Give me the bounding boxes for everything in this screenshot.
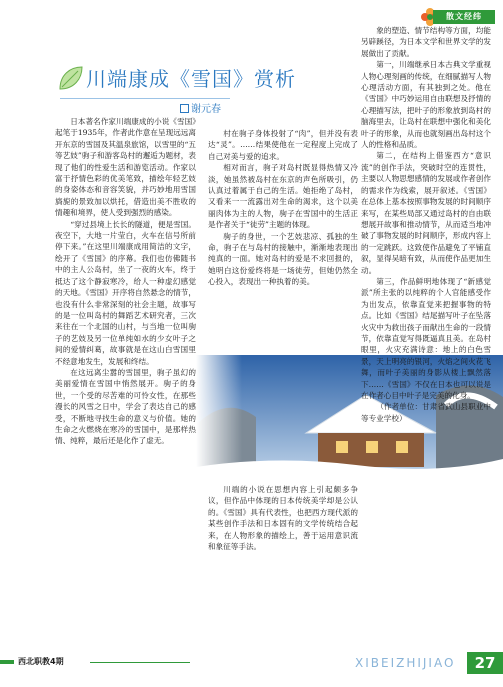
paragraph: 在这远离尘嚣的雪国里，驹子虽幻的美丽爱情在雪国中悄然展开。驹子的身世，一个受的尽苦难的可怜女性，在那些漫长的风雪之日中，学会了表达自己的感受，不断地寻找生命的意义与价值。她的生命之火燃烧在寒冷的雪国中，是那样热情、纯粹，最后还是化作了虚无。: [55, 367, 196, 446]
article-author: [180, 100, 221, 115]
paragraph: 驹子的身世，一个艺妓悲凉、孤独的生命，驹子在与岛村的接触中，渐渐地表现出纯真的一面。她对岛村的爱是不求回报的，她明白这份爱终将是一场徒劳，但她仍然全心投入，表现出一种执着的美。: [208, 231, 358, 287]
author-affiliation: （作者单位：甘肃省武山县职业中等专业学校）: [361, 402, 491, 423]
column-badge-label: 散文经纬: [433, 10, 495, 24]
paragraph: 相对而言，驹子对岛村既显得热情又冷淡，她虽然被岛村在东京的声色所吸引，仍认真过着属于自己的生活。她拒绝了岛村，又看来一一流露出对生命的渴求，这个以美丽肉体为主的人物，驹子在雪国中的生活正是作者关于“徒劳”主题的体现。: [208, 163, 358, 230]
paragraph: 日本著名作家川端康成的小说《雪国》起笔于1935年，作者此作意在呈现远远离开东京的雪国及其温泉旅馆，以雪里的“五等艺妓”驹子和游客岛村的邂逅为题材，表现了他们的性爱生活和游览活动。作家以富于抒情色彩的优美笔致，描绘年轻艺妓的身姿体态和音容笑貌，并巧妙地用雪国旖旎的景致加以烘托，借造出美不胜收的情趣和境界，使人受到强烈的感染。: [55, 117, 196, 218]
magazine-latin-name: XIBEIZHIJIAO: [355, 656, 456, 670]
author-marker: [180, 104, 189, 113]
paragraph: 川端的小说在思想内容上引起颇多争议，但作品中体现的日本传统美学却是公认的。《雪国》具有代表性，也把西方现代派的某些创作手法和日本固有的文学传统结合起来，在人物形象的描绘上，善于运用意识流和象征等手法。: [208, 485, 358, 552]
leaf-icon: [56, 65, 86, 93]
paragraph: 象的塑造、情节结构等方面，均能另辟蹊径，为日本文学和世界文学的发展做出了贡献。: [361, 26, 491, 58]
text-column-2-lower: [208, 484, 358, 636]
text-column-3: [361, 25, 491, 423]
article-title-block: [56, 63, 296, 93]
footer-rule: [90, 662, 190, 663]
author-name: 谢元春: [191, 104, 221, 115]
article-title: 川端康成《雪国》赏析: [86, 67, 296, 91]
page-number: 27: [467, 652, 503, 674]
magazine-name: 西北职教4期: [18, 657, 64, 666]
paragraph: 村在驹子身体投射了“肉”，但并没有表达“灵”。……结果使他在一定程度上完成了自己对美与爱的追求。: [208, 129, 358, 161]
text-column-2: [208, 128, 358, 353]
title-divider: [60, 98, 230, 99]
paragraph: 第三，作品鲜明地体现了“新感觉派”所主张的以纯粹的个人官能感受作为出发点，依靠直觉来把握事物的特点。比如《雪国》结尾描写叶子在坠落火灾中为救出孩子而献出生命的一段情节，依靠直觉写得既逼真且美。在岛村眼里，火灾充满诗意：地上的白色雪景，天上明亮的银河，火焰之间火花飞舞，而叶子美丽的身影从楼上飘然落下……《雪国》不仅在日本也可以说是在作者心目中叶子是完美的化身。: [361, 276, 491, 400]
footer-left: [0, 652, 195, 670]
paragraph: 第二，在结构上借鉴西方“意识流”的创作手法，突破时空的连贯性，主要以人物思想感情的发展或作者创作的需求作为线索，展开叙述。《雪国》在总体上基本按照事物发展的时间顺序来写，在某些局部又通过岛村的自由联想展开故事和推动情节，从而适当地冲破了事物发展的时间顺序，形成内容上的一定跳跃。这致使作品避免了平铺直叙，显得吴暗有致，从而使作品更加生动。: [361, 151, 491, 275]
footer-right: [355, 652, 503, 674]
text-column-1: [55, 116, 196, 636]
paragraph: “穿过县境上长长的隧道，便是雪国。夜空下，大地一片莹白，火车在信号所前停下来。”在这里川端康成用简洁的文字，绘开了《雪国》的序幕。我们也仿佛随书中的主人公岛村，坐了一夜的火车，终于抵达了这个静寂寒冷，给人一种虚幻感觉的天地。《雪国》开序将自然悬念的情节，也没有什么非常深刻的社会主题，故事写的是一位叫岛村的舞蹈艺术研究者，三次来往在一个北国的山村，与当地一位叫驹子的艺妓及另一位单纯如水的少女叶子之间的爱情纠葛，故事就是在这山白雪国里不经意地发生，发展和终结。: [55, 219, 196, 366]
footer-accent-bar: [0, 660, 14, 664]
paragraph: 第一，川端继承日本古典文学重视人物心理刻画的传统，在细腻描写人物心理活动方面，有其独到之处。他在《雪国》中巧妙运用自由联想及抒情的心理描写法，把叶子的形象放到岛村的脑海里去，让岛村在联想中强化和美化叶子的形象，从而也就刻画出岛村这个人的性格和品质。: [361, 60, 491, 150]
